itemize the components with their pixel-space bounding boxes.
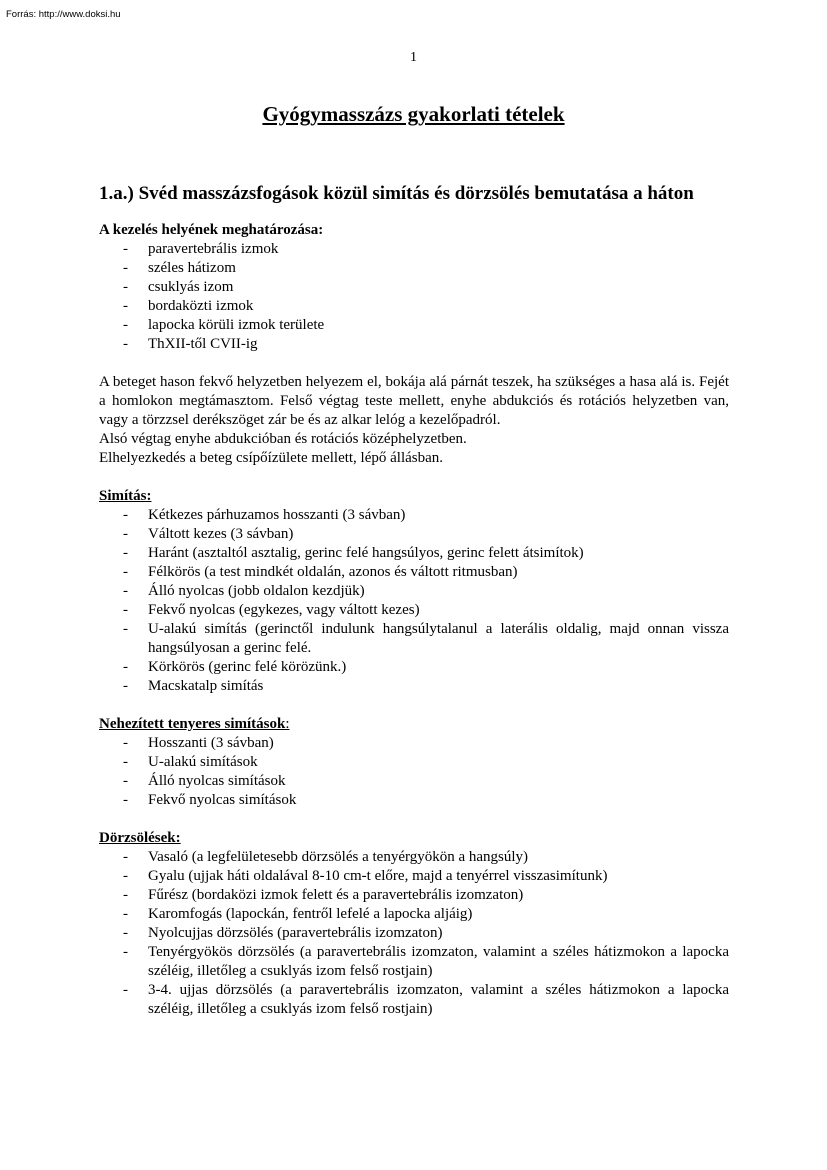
- treatment-area-heading: A kezelés helyének meghatározása:: [99, 222, 324, 238]
- document-title: Gyógymasszázs gyakorlati tételek: [262, 102, 565, 126]
- list-item-text: Macskatalp simítás: [148, 678, 264, 694]
- list-dash-marker: -: [123, 887, 128, 903]
- treatment-area-section: [99, 221, 729, 354]
- list-item: [99, 563, 729, 582]
- list-item-text: Álló nyolcas simítások: [148, 773, 286, 789]
- document-body: [99, 181, 729, 1019]
- list-item: [99, 734, 729, 753]
- list-item-text: Fűrész (bordaközi izmok felett és a paravertebrális izomzaton): [148, 887, 524, 903]
- list-item: [99, 278, 729, 297]
- list-item-text: Hosszanti (3 sávban): [148, 735, 274, 751]
- list-dash-marker: -: [123, 241, 128, 257]
- list-dash-marker: -: [123, 925, 128, 941]
- list-dash-marker: -: [123, 792, 128, 808]
- list-dash-marker: -: [123, 336, 128, 352]
- list-dash-marker: -: [123, 735, 128, 751]
- list-dash-marker: -: [123, 906, 128, 922]
- list-item-text: 3-4. ujjas dörzsölés (a paravertebrális izomzaton, valamint a széles hátizmokon a lapocka széléig, illetőleg a csuklyás izom felső rostjain): [148, 982, 729, 1017]
- list-item: [99, 506, 729, 525]
- list-item-text: széles hátizom: [148, 260, 236, 276]
- positioning-text-2: Alsó végtag enyhe abdukcióban és rotációs középhelyzetben.: [99, 431, 467, 447]
- list-item: [99, 772, 729, 791]
- stroking-list: [99, 506, 729, 696]
- list-dash-marker: -: [123, 849, 128, 865]
- list-dash-marker: -: [123, 298, 128, 314]
- list-dash-marker: -: [123, 868, 128, 884]
- list-item: [99, 886, 729, 905]
- list-item: [99, 620, 729, 658]
- stroking-section: [99, 487, 729, 696]
- stroking-heading: Simítás:: [99, 488, 152, 504]
- list-item-text: Kétkezes párhuzamos hosszanti (3 sávban): [148, 507, 406, 523]
- list-item-text: U-alakú simítások: [148, 754, 258, 770]
- list-item: [99, 753, 729, 772]
- list-item-text: bordaközti izmok: [148, 298, 254, 314]
- page-number: 1: [410, 50, 417, 65]
- list-item: [99, 297, 729, 316]
- list-dash-marker: -: [123, 659, 128, 675]
- list-item-text: Álló nyolcas (jobb oldalon kezdjük): [148, 583, 365, 599]
- positioning-text-1: A beteget hason fekvő helyzetben helyezem el, bokája alá párnát teszek, ha szükséges a hasa alá is. Fejét a homlokon megtámasztom. Felső végtag teste mellett, enyhe abdukciós és rotációs helyzetben van, vagy a törzzsel derékszöget zár be és az alkar lelóg a kezelőpadról.: [99, 374, 729, 428]
- list-item-text: Nyolcujjas dörzsölés (paravertebrális izomzaton): [148, 925, 443, 941]
- list-item: [99, 582, 729, 601]
- list-dash-marker: -: [123, 678, 128, 694]
- section-title: 1.a.) Svéd masszázsfogások közül simítás és dörzsölés bemutatása a háton: [99, 183, 694, 204]
- list-item-text: Körkörös (gerinc felé körözünk.): [148, 659, 347, 675]
- weighted-stroking-heading: Nehezített tenyeres simítások: [99, 716, 286, 732]
- list-item: [99, 259, 729, 278]
- list-dash-marker: -: [123, 564, 128, 580]
- list-item-text: Karomfogás (lapockán, fentről lefelé a lapocka aljáig): [148, 906, 473, 922]
- list-dash-marker: -: [123, 583, 128, 599]
- positioning-paragraph: [99, 373, 729, 468]
- list-dash-marker: -: [123, 279, 128, 295]
- list-item-text: Fekvő nyolcas (egykezes, vagy váltott kezes): [148, 602, 420, 618]
- list-item-text: lapocka körüli izmok területe: [148, 317, 325, 333]
- list-item: [99, 658, 729, 677]
- list-item-text: Vasaló (a legfelületesebb dörzsölés a tenyérgyökön a hangsúly): [148, 849, 529, 865]
- list-dash-marker: -: [123, 982, 128, 998]
- list-item: [99, 316, 729, 335]
- list-dash-marker: -: [123, 526, 128, 542]
- list-item: [99, 335, 729, 354]
- weighted-stroking-colon: :: [285, 716, 290, 732]
- list-item-text: Gyalu (ujjak háti oldalával 8-10 cm-t előre, majd a tenyérrel visszasimítunk): [148, 868, 608, 884]
- list-dash-marker: -: [123, 621, 128, 637]
- treatment-area-list: [99, 240, 729, 354]
- list-dash-marker: -: [123, 507, 128, 523]
- list-item: [99, 677, 729, 696]
- list-item-text: Haránt (asztaltól asztalig, gerinc felé hangsúlyos, gerinc felett átsimítok): [148, 545, 584, 561]
- list-dash-marker: -: [123, 754, 128, 770]
- list-item-text: U-alakú simítás (gerinctől indulunk hangsúlytalanul a laterális oldalig, majd onnan vissza hangsúlyosan a gerinc felé.: [148, 621, 729, 656]
- positioning-text-3: Elhelyezkedés a beteg csípőízülete mellett, lépő állásban.: [99, 450, 444, 466]
- friction-list: [99, 848, 729, 1019]
- weighted-stroking-section: [99, 715, 729, 810]
- list-item: [99, 601, 729, 620]
- list-item: [99, 905, 729, 924]
- source-label: Forrás: http://www.doksi.hu: [6, 9, 121, 20]
- list-item-text: paravertebrális izmok: [148, 241, 279, 257]
- list-item: [99, 544, 729, 563]
- list-item: [99, 525, 729, 544]
- friction-section: [99, 829, 729, 1019]
- list-dash-marker: -: [123, 773, 128, 789]
- list-dash-marker: -: [123, 602, 128, 618]
- list-dash-marker: -: [123, 317, 128, 333]
- list-dash-marker: -: [123, 545, 128, 561]
- list-item: [99, 867, 729, 886]
- list-item: [99, 848, 729, 867]
- list-item: [99, 981, 729, 1019]
- friction-heading: Dörzsölések:: [99, 830, 181, 846]
- list-item: [99, 924, 729, 943]
- list-item-text: ThXII-től CVII-ig: [148, 336, 258, 352]
- weighted-stroking-heading-line: [99, 715, 729, 734]
- list-dash-marker: -: [123, 260, 128, 276]
- list-item: [99, 943, 729, 981]
- list-dash-marker: -: [123, 944, 128, 960]
- list-item: [99, 791, 729, 810]
- list-item: [99, 240, 729, 259]
- weighted-stroking-list: [99, 734, 729, 810]
- list-item-text: Váltott kezes (3 sávban): [148, 526, 294, 542]
- list-item-text: Fekvő nyolcas simítások: [148, 792, 297, 808]
- list-item-text: csuklyás izom: [148, 279, 234, 295]
- list-item-text: Félkörös (a test mindkét oldalán, azonos és váltott ritmusban): [148, 564, 518, 580]
- list-item-text: Tenyérgyökös dörzsölés (a paravertebrális izomzaton, valamint a széles hátizmokon a lapocka széléig, illetőleg a csuklyás izom felső rostjain): [148, 944, 729, 979]
